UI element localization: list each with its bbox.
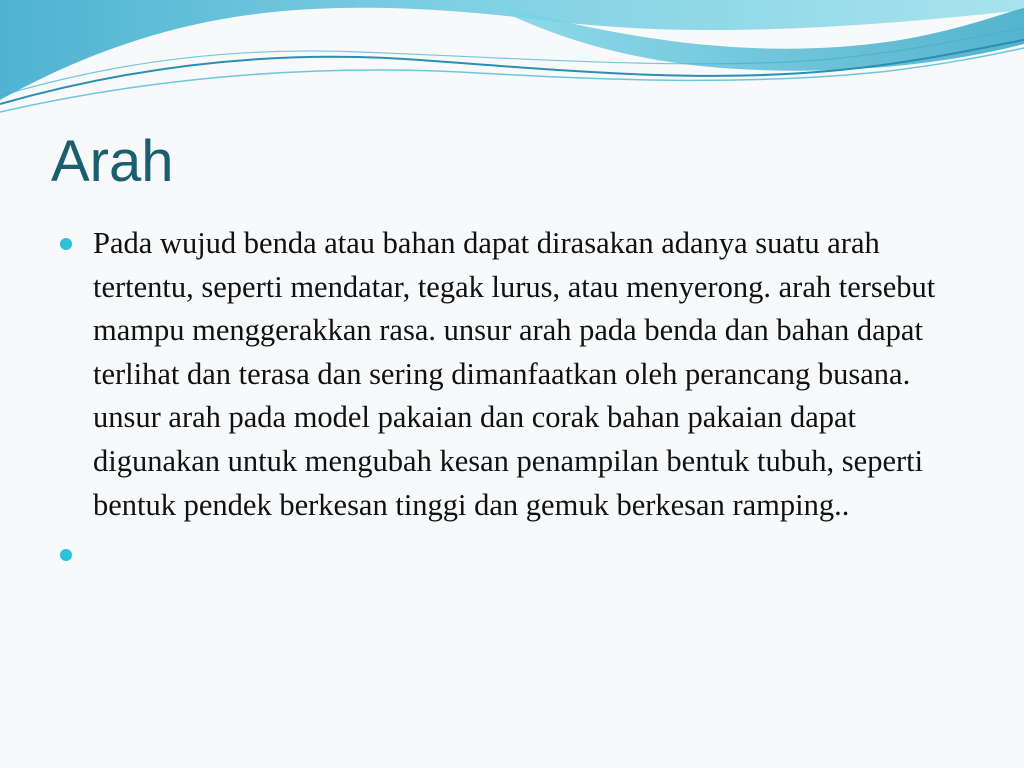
bullet-dot-icon [60, 238, 72, 250]
bullet-list [60, 222, 980, 577]
wave-banner-decoration [0, 0, 1024, 130]
bullet-dot-icon [60, 549, 72, 561]
slide-title: Arah [51, 129, 174, 194]
bullet-text: Pada wujud benda atau bahan dapat dirasakan adanya suatu arah tertentu, seperti mendatar, tegak lurus, atau menyerong. arah tersebut mampu menggerakkan rasa. unsur arah pada benda dan bahan dapat terlihat dan terasa dan sering dimanfaatkan oleh perancang busana. unsur arah pada model pakaian dan corak bahan pakaian dapat digunakan untuk mengubah kesan penampilan bentuk tubuh, seperti bentuk pendek berkesan tinggi dan gemuk berkesan ramping.. [93, 226, 936, 522]
bullet-item [60, 222, 980, 527]
bullet-item-empty [60, 533, 980, 577]
